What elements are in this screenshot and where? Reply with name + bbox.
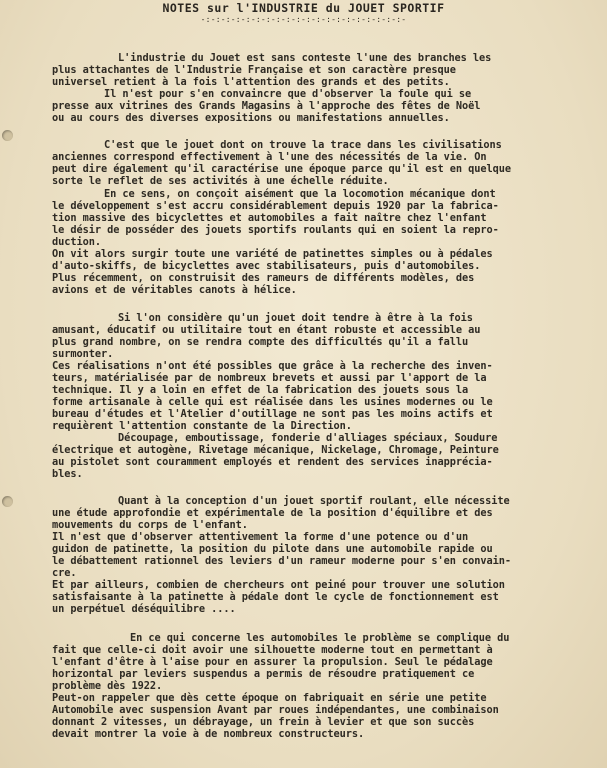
text-line: duction. bbox=[52, 236, 101, 248]
text-line: Découpage, emboutissage, fonderie d'alliages spéciaux, Soudure bbox=[118, 432, 498, 444]
text-line: tion massive des bicyclettes et automobiles a fait naître chez l'enfant bbox=[52, 212, 487, 224]
text-line: technique. Il y a loin en effet de la fabrication des jouets sous la bbox=[52, 384, 469, 396]
text-line: d'auto-skiffs, de bicyclettes avec stabilisateurs, puis d'automobiles. bbox=[52, 260, 481, 272]
text-line: teurs, matérialisée par de nombreux brevets et aussi par l'apport de la bbox=[52, 372, 487, 384]
text-line: mouvements du corps de l'enfant. bbox=[52, 519, 248, 531]
punch-hole bbox=[2, 130, 13, 141]
text-line: C'est que le jouet dont on trouve la trace dans les civilisations bbox=[104, 139, 502, 151]
text-line: plus grand nombre, on se rendra compte des difficultés qu'il a fallu bbox=[52, 336, 469, 348]
text-line: universel retient à la fois l'attention des grands et des petits. bbox=[52, 76, 450, 88]
text-line: problème dès 1922. bbox=[52, 680, 163, 692]
text-line: sorte le reflet de ses activités à une échelle réduite. bbox=[52, 175, 389, 187]
text-line: En ce qui concerne les automobiles le problème se complique du bbox=[130, 632, 510, 644]
text-line: au pistolet sont couramment employés et rendent des services inappréciа- bbox=[52, 456, 493, 468]
page-title: NOTES sur l'INDUSTRIE du JOUET SPORTIF bbox=[162, 1, 445, 15]
text-line: devait montrer la voie à de nombreux constructeurs. bbox=[52, 728, 365, 740]
text-line: le débattement rationnel des leviers d'un rameur moderne pour s'en convain- bbox=[52, 555, 511, 567]
text-line: surmonter. bbox=[52, 348, 114, 360]
text-line: peut dire également qu'il caractérise une époque parce qu'il est en quelque bbox=[52, 163, 511, 175]
text-line: Peut-on rappeler que dès cette époque on fabriquait en série une petite bbox=[52, 692, 487, 704]
text-line: avions et de véritables canots à hélice. bbox=[52, 284, 297, 296]
text-line: Automobile avec suspension Avant par roues indépendantes, une combinaison bbox=[52, 704, 499, 716]
text-line: horizontal par leviers suspendus a permis de résoudre pratiquement ce bbox=[52, 668, 475, 680]
text-line: cre. bbox=[52, 567, 77, 579]
text-line: électrique et autogène, Rivetage mécanique, Nickelage, Chromage, Peinture bbox=[52, 444, 499, 456]
text-line: Plus récemment, on construisit des rameurs de différents modèles, des bbox=[52, 272, 475, 284]
text-line: ou au cours des diverses expositions ou manifestations annuelles. bbox=[52, 112, 450, 124]
text-line: guidon de patinette, la position du pilote dans une automobile rapide ou bbox=[52, 543, 493, 555]
text-line: fait que celle-ci doit avoir une silhouette moderne tout en permettant à bbox=[52, 644, 493, 656]
text-line: un perpétuel déséquilibre .... bbox=[52, 603, 236, 615]
text-line: On vit alors surgir toute une variété de patinettes simples ou à pédales bbox=[52, 248, 493, 260]
text-line: requièrent l'attention constante de la Direction. bbox=[52, 420, 352, 432]
text-line: L'industrie du Jouet est sans conteste l'une des branches les bbox=[118, 52, 492, 64]
text-line: donnant 2 vitesses, un débrayage, un frein à levier et que son succès bbox=[52, 716, 475, 728]
text-line: Il n'est que d'observer attentivement la forme d'une potence ou d'un bbox=[52, 531, 469, 543]
text-line: Quant à la conception d'un jouet sportif roulant, elle nécessite bbox=[118, 495, 510, 507]
text-line: Ces réalisations n'ont été possibles que grâce à la recherche des inven- bbox=[52, 360, 493, 372]
text-line: le désir de posséder des jouets sportifs roulants qui en soient la repro- bbox=[52, 224, 499, 236]
text-line: l'enfant d'être à l'aise pour en assurer la propulsion. Seul le pédalage bbox=[52, 656, 493, 668]
text-line: anciennes correspond effectivement à l'une des nécessités de la vie. On bbox=[52, 151, 487, 163]
text-line: presse aux vitrines des Grands Magasins à l'approche des fêtes de Noël bbox=[52, 100, 481, 112]
text-line: une étude approfondie et expérimentale de la position d'équilibre et des bbox=[52, 507, 493, 519]
text-line: En ce sens, on conçoit aisément que la locomotion mécanique dont bbox=[104, 188, 496, 200]
title-underline: -:-:-:-:-:-:-:-:-:-:-:-:-:-:-:-:-:-:-:-:- bbox=[200, 15, 407, 24]
text-line: bureau d'études et l'Atelier d'outillage ne sont pas les moins actifs et bbox=[52, 408, 493, 420]
text-line: Il n'est pour s'en convaincre que d'observer la foule qui se bbox=[104, 88, 472, 100]
text-line: plus attachantes de l'Industrie Française et son caractère presque bbox=[52, 64, 456, 76]
text-line: Et par ailleurs, combien de chercheurs ont peiné pour trouver une solution bbox=[52, 579, 505, 591]
text-line: forme artisanale à celle qui est réalisée dans les usines modernes ou le bbox=[52, 396, 493, 408]
text-line: le développement s'est accru considérablement depuis 1920 par la fabrica- bbox=[52, 200, 499, 212]
text-line: bles. bbox=[52, 468, 83, 480]
punch-hole bbox=[2, 496, 13, 507]
text-line: satisfaisante à la patinette à pédale dont le cycle de fonctionnement est bbox=[52, 591, 499, 603]
text-line: Si l'on considère qu'un jouet doit tendre à être à la fois bbox=[118, 312, 473, 324]
text-line: amusant, éducatif ou utilitaire tout en étant robuste et accessible au bbox=[52, 324, 481, 336]
